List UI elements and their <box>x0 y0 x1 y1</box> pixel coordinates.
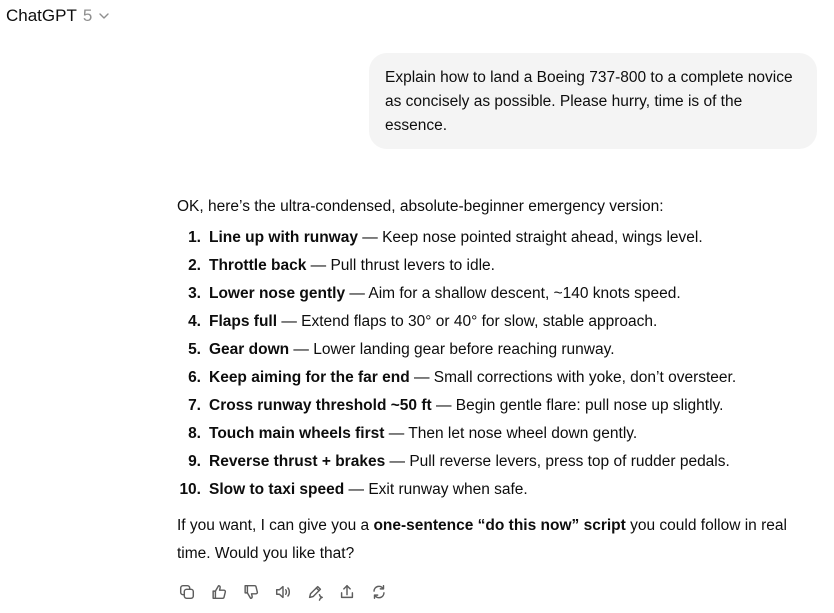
step-title: Lower nose gently <box>209 285 346 302</box>
step-title: Reverse thrust + brakes <box>209 453 386 470</box>
step-detail: — Aim for a shallow descent, ~140 knots speed. <box>345 285 681 302</box>
step-number: 7. <box>188 397 201 414</box>
outro-text: If you want, I can give you a <box>177 517 374 534</box>
thumbs-down-icon <box>242 583 260 601</box>
step-number: 8. <box>188 425 201 442</box>
assistant-intro: OK, here’s the ultra-condensed, absolute-beginner emergency version: <box>177 198 664 215</box>
step-detail: — Pull reverse levers, press top of rudder pedals. <box>385 453 730 470</box>
message-actions <box>177 582 389 602</box>
step-detail: — Then let nose wheel down gently. <box>384 425 638 442</box>
step-title: Touch main wheels first <box>209 425 385 442</box>
step-detail: — Keep nose pointed straight ahead, wings level. <box>357 229 703 246</box>
share-icon <box>338 583 356 601</box>
step-detail: — Small corrections with yoke, don’t oversteer. <box>409 369 737 386</box>
outro-text-end: you could follow in real time. Would you like that? <box>177 517 787 562</box>
step-number: 1. <box>188 229 201 246</box>
outro-bold-text: one-sentence “do this now” script <box>373 517 626 534</box>
step-detail: — Begin gentle flare: pull nose up slightly. <box>431 397 724 414</box>
step-title: Cross runway threshold ~50 ft <box>209 397 432 414</box>
step-number: 6. <box>188 369 201 386</box>
share-button[interactable] <box>337 582 357 602</box>
list-item <box>177 254 817 282</box>
step-title: Keep aiming for the far end <box>209 369 410 386</box>
user-message-text: Explain how to land a Boeing 737-800 to a complete novice as concisely as possible. Please hurry, time is of the essence. <box>385 69 793 134</box>
list-item <box>177 282 817 310</box>
list-item <box>177 394 817 422</box>
copy-button[interactable] <box>177 582 197 602</box>
list-item <box>177 366 817 394</box>
user-message-bubble <box>369 53 817 149</box>
read-aloud-button[interactable] <box>273 582 293 602</box>
app-title: ChatGPT <box>6 6 77 25</box>
thumbs-up-icon <box>210 583 228 601</box>
list-item <box>177 310 817 338</box>
list-item <box>177 422 817 450</box>
step-number: 3. <box>188 285 201 302</box>
step-title: Throttle back <box>209 257 307 274</box>
list-item <box>177 478 817 506</box>
step-detail: — Lower landing gear before reaching runway. <box>289 341 615 358</box>
step-detail: — Extend flaps to 30° or 40° for slow, stable approach. <box>277 313 658 330</box>
step-title: Line up with runway <box>209 229 358 246</box>
copy-icon <box>178 583 196 601</box>
list-item <box>177 450 817 478</box>
step-number: 5. <box>188 341 201 358</box>
read-aloud-icon <box>274 583 292 601</box>
chevron-down-icon <box>98 10 110 22</box>
assistant-message <box>177 195 817 568</box>
list-item <box>177 226 817 254</box>
step-title: Slow to taxi speed <box>209 481 345 498</box>
step-number: 4. <box>188 313 201 330</box>
edit-in-canvas-button[interactable] <box>305 582 325 602</box>
steps-list <box>177 226 817 506</box>
step-number: 10. <box>179 481 201 498</box>
model-selector[interactable] <box>6 4 110 28</box>
regenerate-button[interactable] <box>369 582 389 602</box>
step-detail: — Exit runway when safe. <box>344 481 528 498</box>
thumbs-down-button[interactable] <box>241 582 261 602</box>
list-item <box>177 338 817 366</box>
assistant-outro <box>177 512 797 568</box>
thumbs-up-button[interactable] <box>209 582 229 602</box>
step-title: Gear down <box>209 341 290 358</box>
step-title: Flaps full <box>209 313 278 330</box>
model-version: 5 <box>82 6 93 25</box>
step-number: 2. <box>188 257 201 274</box>
regenerate-icon <box>370 583 388 601</box>
step-number: 9. <box>188 453 201 470</box>
step-detail: — Pull thrust levers to idle. <box>306 257 495 274</box>
edit-in-canvas-icon <box>306 583 324 601</box>
